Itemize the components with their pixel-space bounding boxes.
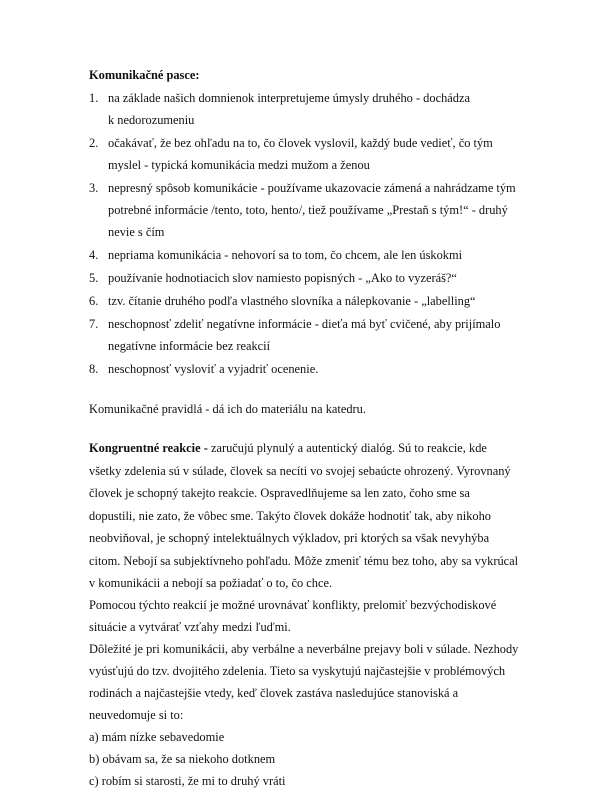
list-item-text: potrebné informácie /tento, toto, hento/, tiež používame „Prestaň s tým!“ - druhý bbox=[108, 203, 508, 217]
list-item-number: 7. bbox=[89, 317, 99, 331]
paragraph-line: citom. Nebojí sa subjektívneho pohľadu. Môže zmeniť tému bez toho, aby sa vykrúcal bbox=[89, 554, 519, 568]
paragraph-line: situácie a vytvárať vzťahy medzi ľuďmi. bbox=[89, 620, 291, 634]
list-item-text: nepresný spôsob komunikácie - používame ukazovacie zámená a nahrádzame tým bbox=[108, 181, 516, 195]
paragraph-line: vyúsťujú do tzv. dvojitého zdelenia. Tieto sa vyskytujú najčastejšie v problémových bbox=[89, 664, 506, 678]
paragraph-line: neobviňoval, je schopný intelektuálnych výkladov, pri ktorých sa však nevyhýba bbox=[89, 531, 490, 545]
paragraph-line: dopustili, nie zato, že vôbec sme. Takýto človek dokáže hodnotiť tak, aby nikoho bbox=[89, 509, 491, 523]
list-item-text: myslel - typická komunikácia medzi mužom a ženou bbox=[108, 158, 370, 172]
list-item-text: nepriama komunikácia - nehovorí sa to tom, čo chcem, ale len úskokmi bbox=[108, 248, 463, 262]
list-item-text: používanie hodnotiacich slov namiesto popisných - „Ako to vyzeráš?“ bbox=[108, 271, 457, 285]
paragraph-line: Dôležité je pri komunikácii, aby verbálne a neverbálne prejavy boli v súlade. Nezhody bbox=[89, 642, 519, 656]
list-item-text: tzv. čítanie druhého podľa vlastného slovníka a nálepkovanie - „labelling“ bbox=[108, 294, 476, 308]
list-item-number: 1. bbox=[89, 91, 99, 105]
paragraph-line: b) obávam sa, že sa niekoho dotknem bbox=[89, 752, 276, 766]
paragraph-line: c) robím si starosti, že mi to druhý vráti bbox=[89, 774, 286, 788]
list-item-number: 5. bbox=[89, 271, 99, 285]
paragraph-first-line bbox=[89, 441, 487, 455]
paragraph-line: neuvedomuje si to: bbox=[89, 708, 184, 722]
list-item-text: neschopnosť vysloviť a vyjadriť ocenenie. bbox=[108, 362, 319, 376]
paragraph-line: a) mám nízke sebavedomie bbox=[89, 730, 225, 744]
paragraph-line: všetky zdelenia sú v súlade, človek sa necíti vo svojej sebaúcte ohrozený. Vyrovnaný bbox=[89, 464, 511, 478]
list-item-text: na základe našich domnienok interpretujeme úmysly druhého - dochádza bbox=[108, 91, 470, 105]
list-item-text: negatívne informácie bez reakcií bbox=[108, 339, 271, 353]
list-item-text: očakávať, že bez ohľadu na to, čo človek vyslovil, každý bude vedieť, čo tým bbox=[108, 136, 493, 150]
list-item-number: 2. bbox=[89, 136, 99, 150]
list-item-text: nevie s čím bbox=[108, 225, 165, 239]
paragraph-text: zaručujú plynulý a autentický dialóg. Sú to reakcie, kde bbox=[207, 441, 487, 455]
list-item-number: 3. bbox=[89, 181, 99, 195]
paragraph-line: človek je schopný takejto reakcie. Ospravedlňujeme sa len zato, čoho sme sa bbox=[89, 486, 470, 500]
list-item-number: 6. bbox=[89, 294, 99, 308]
list-item-number: 8. bbox=[89, 362, 99, 376]
list-item-text: neschopnosť zdeliť negatívne informácie - dieťa má byť cvičené, aby prijímalo bbox=[108, 317, 501, 331]
list-item-number: 4. bbox=[89, 248, 99, 262]
rules-note: Komunikačné pravidlá - dá ich do materiálu na katedru. bbox=[89, 402, 366, 416]
paragraph-line: v komunikácii a nebojí sa požiadať o to, čo chce. bbox=[89, 576, 333, 590]
list-item-text: k nedorozumeniu bbox=[108, 113, 195, 127]
bold-term: Kongruentné reakcie - bbox=[89, 441, 208, 455]
section-heading: Komunikačné pasce: bbox=[89, 68, 200, 82]
paragraph-line: rodinách a najčastejšie vtedy, keď človek zastáva nasledujúce stanoviská a bbox=[89, 686, 459, 700]
paragraph-line: Pomocou týchto reakcií je možné urovnávať konflikty, prelomiť bezvýchodiskové bbox=[89, 598, 497, 612]
